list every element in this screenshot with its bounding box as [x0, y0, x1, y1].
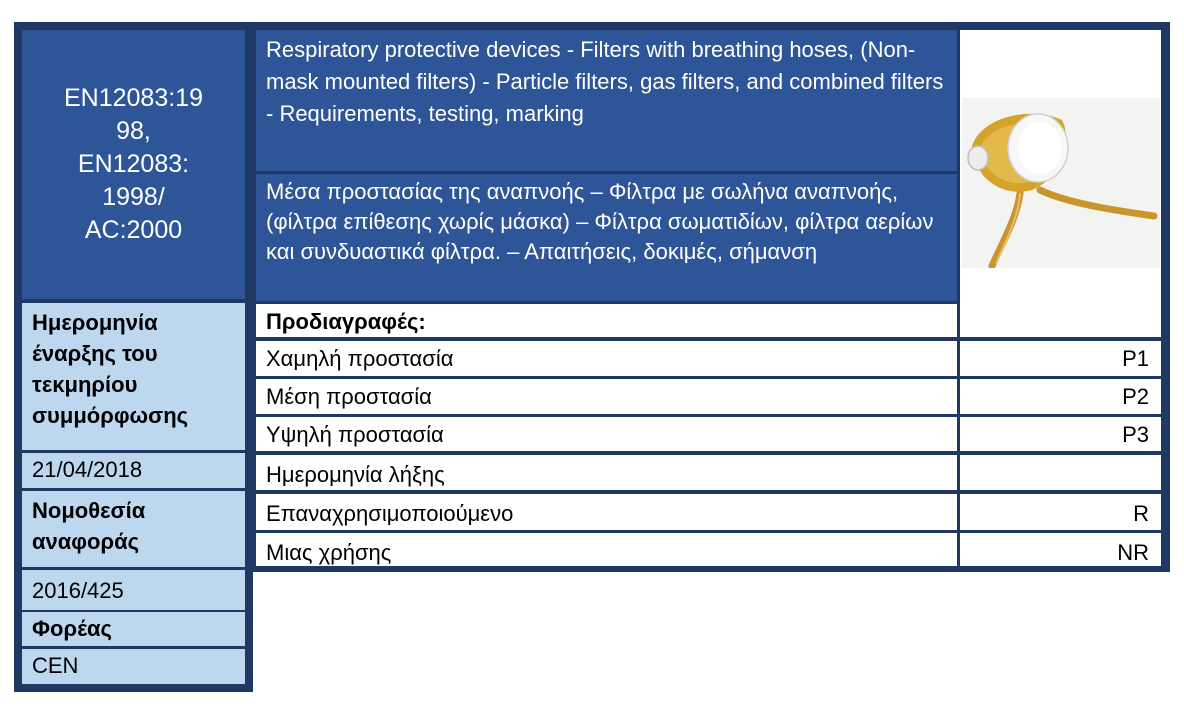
end-date-value: [960, 455, 1161, 490]
start-date-label: Ημερομηνία έναρξης του τεκμηρίου συμμόρφωσης: [22, 303, 245, 450]
standard-code-line: 98,: [116, 117, 151, 145]
spec-row-label: Μέση προστασία: [256, 379, 957, 414]
standard-code-line: 1998/: [102, 183, 165, 211]
body-label: Φορέας: [22, 612, 245, 646]
reuse-row-label: Επαναχρησιμοποιούμενο: [256, 494, 957, 530]
end-date-label: Ημερομηνία λήξης: [256, 455, 957, 490]
reuse-row-value: NR: [960, 533, 1161, 566]
legislation-label: Νομοθεσία αναφοράς: [22, 491, 245, 567]
start-date-value: 21/04/2018: [22, 453, 245, 488]
product-image: [960, 30, 1161, 337]
spec-row-label: Υψηλή προστασία: [256, 417, 957, 451]
title-english: Respiratory protective devices - Filters with breathing hoses, (Non-mask mounted filters) - Particle filters, gas filters, and combined filters - Requirements, testing, marking: [256, 30, 957, 171]
standard-code: [22, 30, 245, 299]
title-greek: Μέσα προστασίας της αναπνοής – Φίλτρα με σωλήνα αναπνοής, (φίλτρα επίθεσης χωρίς μάσκα) – Φίλτρα σωματιδίων, φίλτρα αερίων και συνδυαστικά φίλτρα. – Απαιτήσεις, δοκιμές, σήμανση: [256, 174, 957, 301]
respirator-mask-icon: [962, 98, 1160, 268]
standard-code-line: EN12083:19: [63, 84, 203, 112]
reuse-row-label: Μιας χρήσης: [256, 533, 957, 566]
body-value: CEN: [22, 649, 245, 684]
spec-row-value: P2: [960, 379, 1161, 414]
legislation-value: 2016/425: [22, 570, 245, 610]
spec-row-label: Χαμηλή προστασία: [256, 341, 957, 376]
standard-code-line: AC:2000: [84, 216, 183, 244]
reuse-row-value: R: [960, 494, 1161, 530]
standard-code-line: EN12083:: [77, 150, 190, 178]
spec-row-value: P3: [960, 417, 1161, 451]
spec-row-value: P1: [960, 341, 1161, 376]
specs-header: Προδιαγραφές:: [256, 304, 957, 337]
